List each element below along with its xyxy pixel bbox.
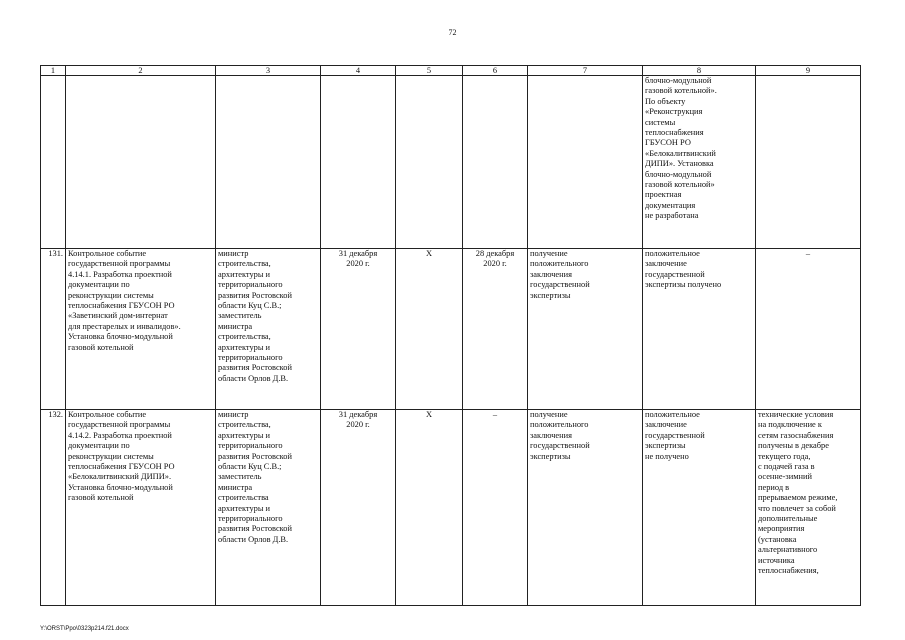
plan-date-cell: 31 декабря 2020 г. bbox=[321, 410, 396, 606]
expected-result-cell: получение положительного заключения государственной экспертизы bbox=[528, 410, 643, 606]
footer-file-path: Y:\ORST\Ppo\0323p214.f21.docx bbox=[40, 626, 129, 632]
column-number: 5 bbox=[396, 66, 463, 76]
column-number: 6 bbox=[463, 66, 528, 76]
fact-date-cell: – bbox=[463, 410, 528, 606]
col5-cell: Х bbox=[396, 410, 463, 606]
continuation-result-cell: блочно-модульной газовой котельной». По объекту «Реконструкция системы теплоснабжения ГБУСОН РО «Белокалитвинский ДИПИ». Установка блочно-модульной газовой котельной» проектная документация не разработана bbox=[643, 76, 756, 249]
column-number: 4 bbox=[321, 66, 396, 76]
column-number: 1 bbox=[41, 66, 66, 76]
reason-cell: технические условия на подключение к сетям газоснабжения получены в декабре текущего года, с подачей газа в осенне-зимний период в прерываемом режиме, что повлечет за собой дополнительные мероприятия (установка альтернативного источника теплоснабжения, bbox=[756, 410, 861, 606]
plan-date-cell: 31 декабря 2020 г. bbox=[321, 249, 396, 410]
column-number: 7 bbox=[528, 66, 643, 76]
event-cell: Контрольное событие государственной программы 4.14.2. Разработка проектной документации по реконструкции системы теплоснабжения ГБУСОН РО «Белокалитвинский ДИПИ». Установка блочно-модульной газовой котельной bbox=[66, 410, 216, 606]
responsible-cell: министр строительства, архитектуры и территориального развития Ростовской области Куц С.В.; заместитель министра строительства, архитектуры и территориального развития Ростовской области Орлов Д.В. bbox=[216, 249, 321, 410]
table-row bbox=[41, 249, 861, 410]
column-numbers-row bbox=[41, 66, 861, 76]
page-number: 72 bbox=[448, 28, 457, 37]
report-table bbox=[40, 65, 861, 606]
column-number: 9 bbox=[756, 66, 861, 76]
table-row bbox=[41, 410, 861, 606]
col5-cell: Х bbox=[396, 249, 463, 410]
expected-result-cell: получение положительного заключения государственной экспертизы bbox=[528, 249, 643, 410]
event-cell: Контрольное событие государственной программы 4.14.1. Разработка проектной документации по реконструкции системы теплоснабжения ГБУСОН РО «Заветинский дом-интернат для престарелых и инвалидов». Установка блочно-модульной газовой котельной bbox=[66, 249, 216, 410]
actual-result-cell: положительное заключение государственной экспертизы получено bbox=[643, 249, 756, 410]
reason-cell: – bbox=[756, 249, 861, 410]
column-number: 3 bbox=[216, 66, 321, 76]
responsible-cell: министр строительства, архитектуры и территориального развития Ростовской области Куц С.В.; заместитель министра строительства архитектуры и территориального развития Ростовской области Орлов Д.В. bbox=[216, 410, 321, 606]
actual-result-cell: положительное заключение государственной экспертизы не получено bbox=[643, 410, 756, 606]
fact-date-cell: 28 декабря 2020 г. bbox=[463, 249, 528, 410]
row-number: 132. bbox=[41, 410, 66, 606]
column-number: 2 bbox=[66, 66, 216, 76]
continuation-row bbox=[41, 76, 861, 249]
row-number: 131. bbox=[41, 249, 66, 410]
column-number: 8 bbox=[643, 66, 756, 76]
